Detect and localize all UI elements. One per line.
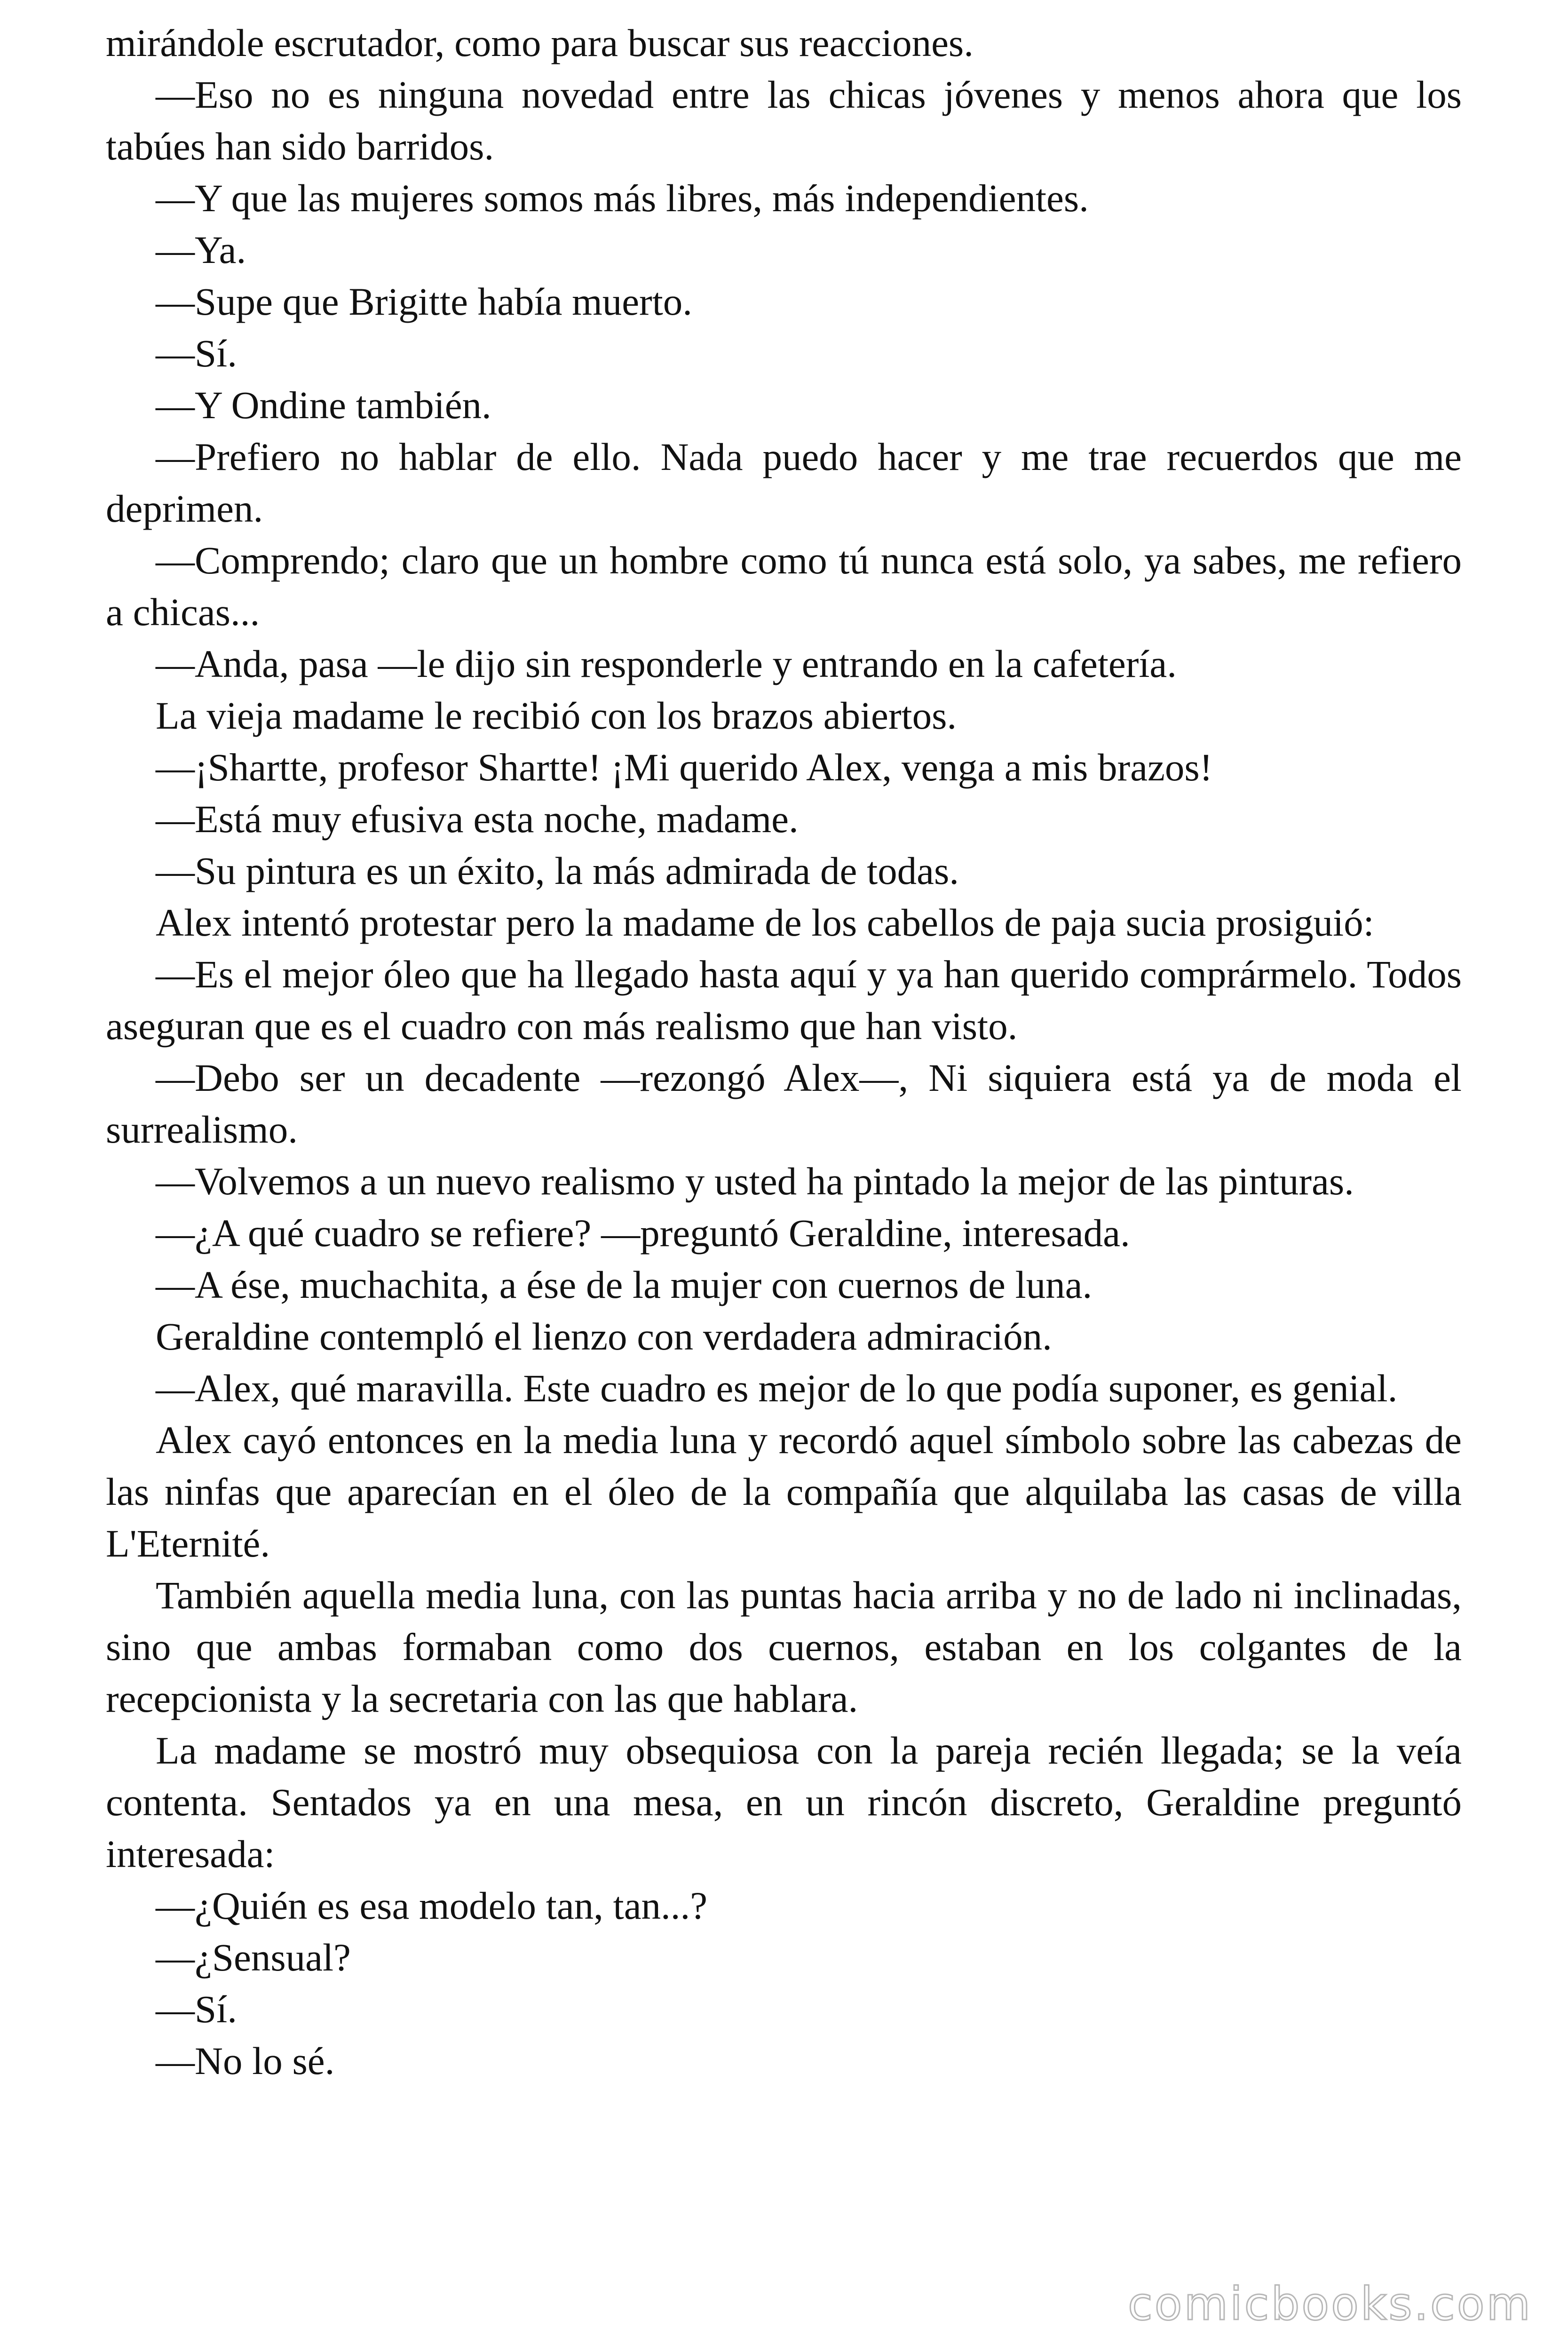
paragraph: —Supe que Brigitte había muerto. <box>156 280 693 323</box>
paragraph: —Su pintura es un éxito, la más admirada de todas. <box>156 849 959 892</box>
paragraph: —Ya. <box>156 228 246 271</box>
paragraph: —No lo sé. <box>156 2039 335 2082</box>
paragraph: —¡Shartte, profesor Shartte! ¡Mi querido Alex, venga a mis brazos! <box>156 746 1213 789</box>
paragraph: —Y que las mujeres somos más libres, más independientes. <box>156 176 1089 220</box>
paragraph: —Es el mejor óleo que ha llegado hasta aquí y ya han querido comprármelo. Todos aseguran que es el cuadro con más realismo que han visto. <box>106 953 1462 1048</box>
paragraph: —Sí. <box>156 1987 237 2031</box>
paragraph: Alex cayó entonces en la media luna y recordó aquel símbolo sobre las cabezas de las ninfas que aparecían en el óleo de la compañía que alquilaba las casas de villa L'Eternité. <box>106 1418 1462 1565</box>
paragraph: —Debo ser un decadente —rezongó Alex—, Ni siquiera está ya de moda el surrealismo. <box>106 1056 1462 1151</box>
paragraph: —Y Ondine también. <box>156 383 491 427</box>
paragraph: —Está muy efusiva esta noche, madame. <box>156 797 799 841</box>
paragraph: La madame se mostró muy obsequiosa con la pareja recién llegada; se la veía contenta. Sentados ya en una mesa, en un rincón discreto, Geraldine preguntó interesada: <box>106 1729 1462 1875</box>
paragraph: Geraldine contempló el lienzo con verdadera admiración. <box>156 1315 1052 1358</box>
paragraph: —Eso no es ninguna novedad entre las chicas jóvenes y menos ahora que los tabúes han sido barridos. <box>106 73 1462 168</box>
paragraph: —Sí. <box>156 332 237 375</box>
paragraph: —Prefiero no hablar de ello. Nada puedo hacer y me trae recuerdos que me deprimen. <box>106 435 1462 530</box>
watermark: comicbooks.com <box>1127 2278 1532 2330</box>
paragraph: —¿Quién es esa modelo tan, tan...? <box>156 1884 708 1927</box>
paragraph: —A ése, muchachita, a ése de la mujer con cuernos de luna. <box>156 1263 1093 1306</box>
paragraph: —Volvemos a un nuevo realismo y usted ha pintado la mejor de las pinturas. <box>156 1160 1354 1203</box>
paragraph: —Alex, qué maravilla. Este cuadro es mejor de lo que podía suponer, es genial. <box>156 1367 1398 1410</box>
paragraph: —¿Sensual? <box>156 1936 351 1979</box>
paragraph: —Anda, pasa —le dijo sin responderle y entrando en la cafetería. <box>156 642 1177 685</box>
paragraph: La vieja madame le recibió con los brazos abiertos. <box>156 694 957 737</box>
body-text <box>106 17 1462 2087</box>
paragraph: —¿A qué cuadro se refiere? —preguntó Geraldine, interesada. <box>156 1211 1130 1255</box>
paragraph: —Comprendo; claro que un hombre como tú nunca está solo, ya sabes, me refiero a chicas... <box>106 539 1462 634</box>
paragraph: También aquella media luna, con las puntas hacia arriba y no de lado ni inclinadas, sino que ambas formaban como dos cuernos, estaban en los colgantes de la recepcionista y la secretaria con las que hablara. <box>106 1573 1462 1720</box>
paragraph: mirándole escrutador, como para buscar sus reacciones. <box>106 21 974 64</box>
paragraph: Alex intentó protestar pero la madame de los cabellos de paja sucia prosiguió: <box>156 901 1374 944</box>
